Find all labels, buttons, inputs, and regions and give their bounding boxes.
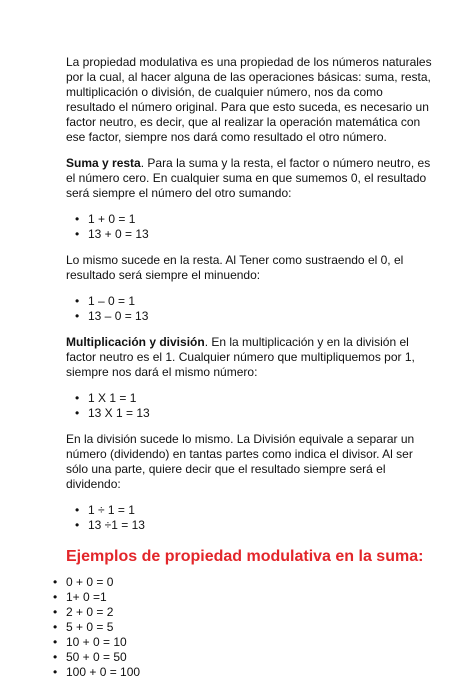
example-item: • 2 + 0 = 2 <box>66 605 434 620</box>
mult-div-heading: Multiplicación y división <box>66 335 205 349</box>
list-item: • 13 + 0 = 13 <box>88 227 434 242</box>
mult-list <box>66 391 434 421</box>
examples-list <box>66 575 434 680</box>
list-item: • 13 ÷1 = 13 <box>88 518 434 533</box>
list-item: • 13 X 1 = 13 <box>88 406 434 421</box>
list-item: • 1 + 0 = 1 <box>88 212 434 227</box>
suma-resta-heading: Suma y resta <box>66 156 141 170</box>
example-item: • 1+ 0 =1 <box>66 590 434 605</box>
resta-paragraph: Lo mismo sucede en la resta. Al Tener como sustraendo el 0, el resultado será siempre el minuendo: <box>66 253 404 282</box>
list-item: • 13 – 0 = 13 <box>88 309 434 324</box>
example-item: • 100 + 0 = 100 <box>66 665 434 680</box>
list-item: • 1 ÷ 1 = 1 <box>88 503 434 518</box>
example-item: • 10 + 0 = 10 <box>66 635 434 650</box>
div-list <box>66 503 434 533</box>
resta-list <box>66 294 434 324</box>
list-item: • 1 – 0 = 1 <box>88 294 434 309</box>
suma-list <box>66 212 434 242</box>
suma-resta-paragraph <box>66 156 434 201</box>
division-paragraph: En la división sucede lo mismo. La División equivale a separar un número (dividendo) en tantas partes como indica el divisor. Al ser sólo una parte, quiere decir que el resultado siempre será el dividendo: <box>66 432 415 491</box>
list-item: • 1 X 1 = 1 <box>88 391 434 406</box>
suma-resta-text: . Para la suma y la resta, el factor o número neutro, es el número cero. En cualquier suma en que sumemos 0, el resultado será siempre el número del otro sumando: <box>66 156 431 200</box>
examples-heading: Ejemplos de propiedad modulativa en la suma: <box>66 548 424 565</box>
mult-div-paragraph <box>66 335 434 380</box>
mult-div-text: . En la multiplicación y en la división el factor neutro es el 1. Cualquier número que multipliquemos por 1, siempre nos dará el mismo número: <box>66 335 415 379</box>
example-item: • 50 + 0 = 50 <box>66 650 434 665</box>
intro-paragraph: La propiedad modulativa es una propiedad de los números naturales por la cual, al hacer alguna de las operaciones básicas: suma, resta, multiplicación o división, de cualquier número, nos da como resultado el número original. Para que esto suceda, es necesario un factor neutro, es decir, que al realizar la operación matemática con ese factor, siempre nos dará como resultado el otro número. <box>66 55 432 144</box>
example-item: • 0 + 0 = 0 <box>66 575 434 590</box>
example-item: • 5 + 0 = 5 <box>66 620 434 635</box>
